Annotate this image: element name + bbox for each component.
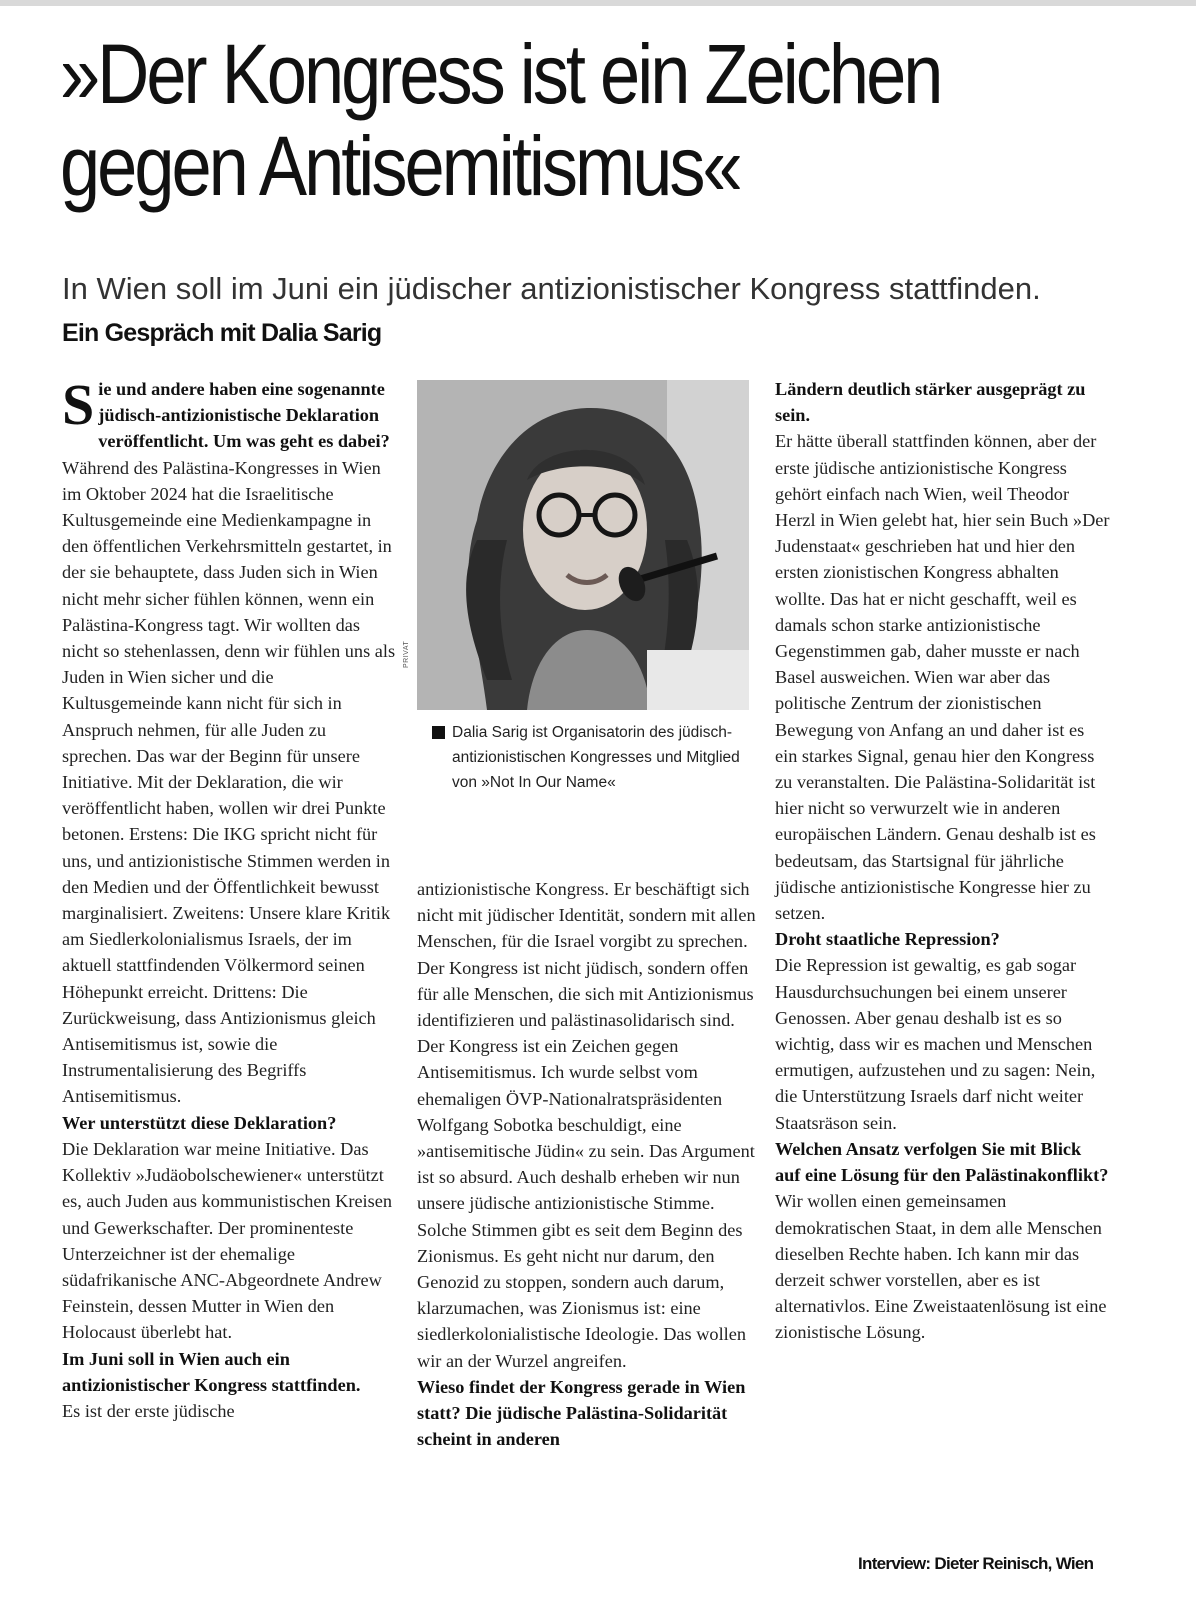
subtitle-text: In Wien soll im Juni ein jüdischer antizionistischer Kongress stattfinden. [62,271,1041,306]
answer-3-continued: antizionistische Kongress. Er beschäftigt sich nicht mit jüdischer Identität, sondern mit allen Menschen, für die Israel vorgibt zu sprechen. Der Kongress ist nicht jüdisch, sondern offen für alle Menschen, die sich mit Antizionismus identifizieren und palästinasolidarisch sind. Der Kongress ist ein Zeichen gegen Antisemitismus. Ich wurde selbst vom ehemaligen ÖVP-Nationalratspräsidenten Wolfgang Sobotka beschuldigt, eine »antisemitische Jüdin« zu sein. Das Argument ist so absurd. Auch deshalb erheben wir nun unsere jüdische antizionistische Stimme. Solche Stimmen gibt es seit dem Beginn des Zionismus. Es geht nicht nur darum, den Genozid zu stoppen, sondern auch darum, klarzumachen, was Zionismus ist: eine siedlerkolonialistische Ideologie. Das wollen wir an der Wurzel angreifen. [417,879,756,1371]
answer-4: Er hätte überall stattfinden können, aber der erste jüdische antizionistische Kongress gehört einfach nach Wien, weil Theodor Herzl in Wien gelebt hat, hier sein Buch »Der Judenstaat« geschrieben hat und hier den ersten zionistischen Kongress abhalten wollte. Das hat er nicht geschafft, weil es damals schon starke antizionistische Gegenstimmen gab, daher musste er nach Basel ausweichen. Wien war aber das politische Zentrum der zionistischen Bewegung von Anfang an und daher ist es ein starkes Signal, genau hier den Kongress zu veranstalten. Die Palästina-Solidarität ist hier nicht so verwurzelt wie in anderen europäischen Ländern. Genau deshalb ist es bedeutsam, das Startsignal für jährliche jüdische antizionistische Kongresse hier zu setzen. [775,431,1110,924]
article-headline [60,28,1006,212]
answer-6: Wir wollen einen gemeinsamen demokratischen Staat, in dem alle Menschen dieselben Rechte haben. Ich kann mir das derzeit schwer vorstellen, aber es ist alternativlos. Eine Zweistaatenlösung ist eine zionistische Lösung. [775,1191,1107,1343]
question-3: Im Juni soll in Wien auch ein antizionistischer Kongress stattfinden. [62,1348,361,1395]
drop-cap: S [62,372,95,437]
question-1: Sie und andere haben eine sogenannte jüdisch-antizionistische Deklaration veröffentlicht. Um was geht es dabei? [62,372,390,452]
answer-5: Die Repression ist gewaltig, es gab sogar Hausdurchsuchungen bei einem unserer Genossen. Aber genau deshalb ist es so wichtig, dass wir es machen und Menschen ermutigen, aufzustehen und zu sagen: Nein, die Unterstützung Israels darf nicht weiter Staatsräson sein. [775,955,1096,1133]
caption-text: Dalia Sarig ist Organisatorin des jüdisch-antizionistischen Kongresses und Mitglied von »Not In Our Name« [452,724,740,791]
text-column-1 [62,372,397,1424]
headline-line-1: »Der Kongress ist ein Zeichen [60,27,941,121]
question-4: Wieso findet der Kongress gerade in Wien statt? Die jüdische Palästina-Solidarität scheint in anderen [417,1376,746,1450]
author-credit: Interview: Dieter Reinisch, Wien [858,1554,1094,1573]
article-subtitle [62,268,1062,354]
top-border [0,0,1196,6]
question-5: Droht staatliche Repression? [775,929,1000,950]
portrait-illustration [417,380,749,710]
answer-1: Während des Palästina-Kongresses in Wien im Oktober 2024 hat die Israelitische Kultusgemeinde eine Medienkampagne in den öffentlichen Verkehrsmitteln gestartet, in der sie behauptete, dass Juden sich in Wien nicht mehr sicher fühlen können, wenn ein Palästina-Kongress tagt. Wir wollten das nicht so stehenlassen, denn wir fühlen uns als Juden in Wien sicher und die Kultusgemeinde kann nicht für sich in Anspruch nehmen, für alle Juden zu sprechen. Das war der Beginn für unsere Initiative. Mit der Deklaration, die wir veröffentlicht haben, wollen wir drei Punkte betonen. Erstens: Die IKG spricht nicht für uns, und antizionistische Stimmen werden in den Medien und der Öffentlichkeit bewusst marginalisiert. Zweitens: Unsere klare Kritik am Siedlerkolonialismus Israels, der im aktuell stattfindenden Völkermord seinen Höhepunkt erreicht. Drittens: Die Zurückweisung, dass Antizionismus gleich Antisemitismus ist, sowie die Instrumentalisierung des Begriffs Antisemitismus. [62,457,396,1107]
headline-line-2: gegen Antisemitismus« [60,119,740,213]
caption-square-icon [432,726,445,739]
question-6: Welchen Ansatz verfolgen Sie mit Blick auf eine Lösung für den Palästinakonflikt? [775,1138,1109,1186]
question-2: Wer unterstützt diese Deklaration? [62,1112,337,1133]
portrait-photo [417,380,749,710]
text-column-2 [417,876,757,1452]
subtitle-byline: Ein Gespräch mit Dalia Sarig [62,319,382,347]
question-4-continued: Ländern deutlich stärker ausgeprägt zu sein. [775,379,1086,426]
answer-3-start: Es ist der erste jüdische [62,1400,235,1421]
photo-caption [452,720,752,795]
answer-2: Die Deklaration war meine Initiative. Das Kollektiv »Judäobolschewiener« unterstützt es, auch Juden aus kommunistischen Kreisen und Gewerkschafter. Der prominenteste Unterzeichner ist der ehemalige südafrikanische ANC-Abgeordnete Andrew Feinstein, dessen Mutter in Wien den Holocaust überlebt hat. [62,1138,393,1343]
photo-credit: PRIVAT [403,640,410,668]
text-column-3 [775,376,1110,1346]
